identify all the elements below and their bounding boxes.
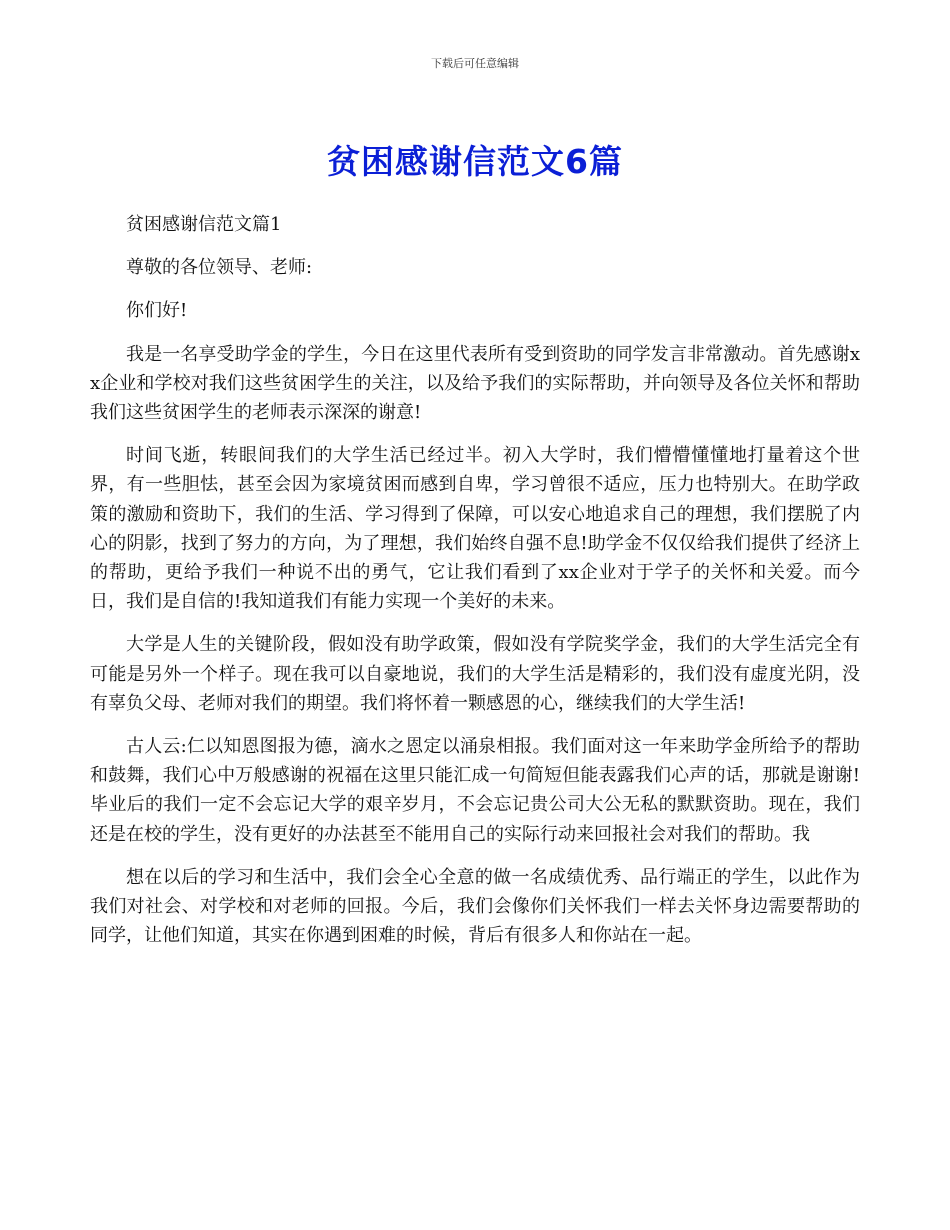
salutation: 尊敬的各位领导、老师:: [126, 257, 313, 279]
body-paragraph: 古人云:仁以知恩图报为德，滴水之恩定以涌泉相报。我们面对这一年来助学金所给予的帮助和鼓舞，我们心中万般感谢的祝福在这里只能汇成一句简短但能表露我们心声的话，那就是谢谢!毕业后的我们一定不会忘记大学的艰辛岁月，不会忘记贵公司大公无私的默默资助。现在，我们还是在校的学生，没有更好的办法甚至不能用自己的实际行动来回报社会对我们的帮助。我: [90, 736, 860, 845]
greeting: 你们好!: [126, 300, 188, 322]
document-body: [90, 210, 860, 964]
download-note: 下载后可任意编辑: [431, 57, 519, 70]
body-paragraph: 我是一名享受助学金的学生，今日在这里代表所有受到资助的同学发言非常激动。首先感谢xx企业和学校对我们这些贫困学生的关注，以及给予我们的实际帮助，并向领导及各位关怀和帮助我们这些贫困学生的老师表示深深的谢意!: [90, 343, 860, 424]
body-paragraph: 时间飞逝，转眼间我们的大学生活已经过半。初入大学时，我们懵懵懂懂地打量着这个世界，有一些胆怯，甚至会因为家境贫困而感到自卑，学习曾很不适应，压力也特别大。在助学政策的激励和资助下，我们的生活、学习得到了保障，可以安心地追求自己的理想，我们摆脱了内心的阴影，找到了努力的方向，为了理想，我们始终自强不息!助学金不仅仅给我们提供了经济上的帮助，更给予我们一种说不出的勇气，它让我们看到了xx企业对于学子的关怀和关爱。而今日，我们是自信的!我知道我们有能力实现一个美好的未来。: [90, 445, 860, 613]
body-paragraph: 想在以后的学习和生活中，我们会全心全意的做一名成绩优秀、品行端正的学生，以此作为我们对社会、对学校和对老师的回报。今后，我们会像你们关怀我们一样去关怀身边需要帮助的同学，让他们知道，其实在你遇到困难的时候，背后有很多人和你站在一起。: [90, 866, 860, 947]
document-title: 贫困感谢信范文6篇: [327, 142, 623, 181]
section-heading: 贫困感谢信范文篇1: [126, 214, 282, 235]
body-paragraph: 大学是人生的关键阶段，假如没有助学政策，假如没有学院奖学金，我们的大学生活完全有可能是另外一个样子。现在我可以自豪地说，我们的大学生活是精彩的，我们没有虚度光阴，没有辜负父母、老师对我们的期望。我们将怀着一颗感恩的心，继续我们的大学生活!: [90, 634, 860, 714]
